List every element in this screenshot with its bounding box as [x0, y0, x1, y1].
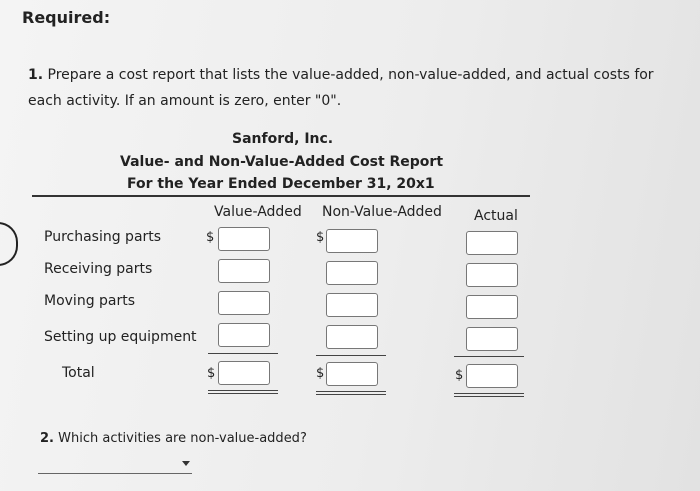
non-value-added-input-setting-up-equipment[interactable]: [326, 325, 378, 349]
subtotal-underline: [208, 353, 278, 354]
report-period: For the Year Ended December 31, 20x1: [127, 176, 435, 192]
non-value-added-input-purchasing-parts[interactable]: [326, 229, 378, 253]
actual-input-setting-up-equipment[interactable]: [466, 327, 518, 351]
row-label-purchasing-parts: Purchasing parts: [44, 229, 162, 245]
value-added-input-purchasing-parts[interactable]: [218, 227, 270, 251]
report-title: Value- and Non-Value-Added Cost Report: [120, 154, 444, 170]
report-company: Sanford, Inc.: [232, 131, 334, 147]
actual-input-receiving-parts[interactable]: [466, 263, 518, 287]
total-double-underline: [208, 390, 278, 394]
side-bracket-decoration: [0, 222, 18, 266]
header-rule: [32, 195, 530, 197]
non-value-added-activities-dropdown[interactable]: [38, 456, 192, 474]
question-2-number: 2.: [40, 431, 54, 446]
subtotal-underline: [454, 356, 524, 357]
dollar-sign: $: [316, 366, 325, 381]
dollar-sign: $: [206, 230, 215, 245]
row-label-setting-up-equipment: Setting up equipment: [44, 329, 197, 345]
question-1-number: 1.: [28, 67, 44, 83]
row-label-total: Total: [62, 365, 95, 381]
column-header-actual: Actual: [474, 208, 518, 224]
actual-input-purchasing-parts[interactable]: [466, 231, 518, 255]
column-header-non-value-added: Non-Value-Added: [322, 204, 442, 220]
non-value-added-input-moving-parts[interactable]: [326, 293, 378, 317]
question-2-text: Which activities are non-value-added?: [58, 431, 307, 446]
question-2: [40, 431, 307, 446]
question-1: [28, 62, 678, 114]
dollar-sign: $: [207, 366, 216, 381]
actual-input-moving-parts[interactable]: [466, 295, 518, 319]
dollar-sign: $: [455, 368, 464, 383]
non-value-added-input-receiving-parts[interactable]: [326, 261, 378, 285]
required-heading: Required:: [22, 8, 111, 27]
value-added-input-total[interactable]: [218, 361, 270, 385]
chevron-down-icon: [182, 461, 190, 466]
question-1-text: Prepare a cost report that lists the value-added, non-value-added, and actual costs for each activity. If an amount is zero, enter "0".: [28, 67, 654, 109]
non-value-added-input-total[interactable]: [326, 362, 378, 386]
value-added-input-moving-parts[interactable]: [218, 291, 270, 315]
total-double-underline: [454, 393, 524, 397]
value-added-input-receiving-parts[interactable]: [218, 259, 270, 283]
actual-input-total[interactable]: [466, 364, 518, 388]
subtotal-underline: [316, 355, 386, 356]
dollar-sign: $: [316, 230, 325, 245]
row-label-moving-parts: Moving parts: [44, 293, 136, 309]
total-double-underline: [316, 391, 386, 395]
row-label-receiving-parts: Receiving parts: [44, 261, 153, 277]
column-header-value-added: Value-Added: [214, 204, 302, 220]
value-added-input-setting-up-equipment[interactable]: [218, 323, 270, 347]
